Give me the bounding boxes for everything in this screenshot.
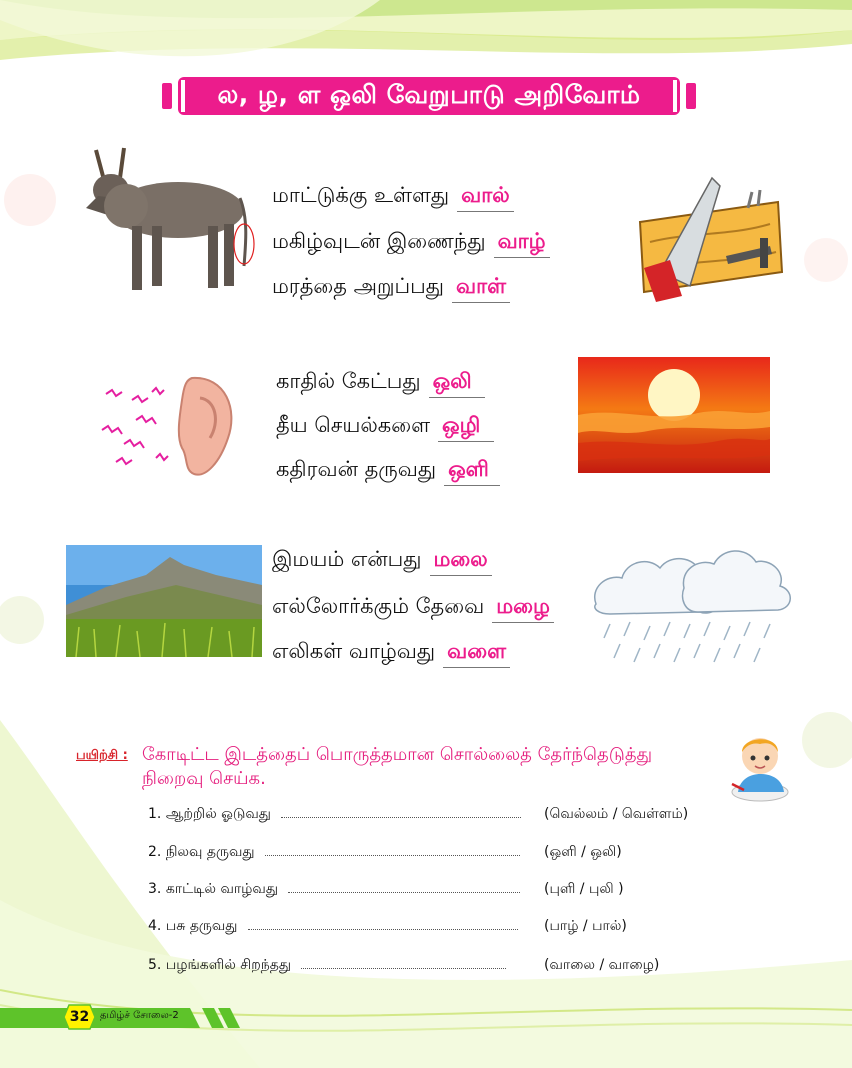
- sentence-text: காதில் கேட்பது: [276, 369, 421, 393]
- question-number: 2.: [148, 844, 162, 860]
- sentence-line: [276, 457, 500, 486]
- question-text: ஆற்றில் ஓடுவது: [165, 806, 271, 822]
- answer-blank[interactable]: [248, 919, 518, 930]
- question-options: (புளி / புலி ): [544, 881, 624, 897]
- sentence-line: [272, 183, 514, 212]
- answer-word: வாழ்: [494, 229, 550, 258]
- sentence-line: [276, 369, 485, 398]
- sentence-text: தீய செயல்களை: [276, 413, 431, 437]
- exercise-label: பயிற்சி :: [76, 748, 128, 763]
- question-number: 3.: [148, 881, 162, 897]
- question-number: 5.: [148, 957, 162, 973]
- answer-word: வால்: [457, 183, 514, 212]
- question-number: 4.: [148, 918, 162, 934]
- page-number: 32: [69, 1009, 90, 1025]
- sentence-line: [272, 639, 510, 668]
- question-options: (ஒளி / ஒலி): [544, 844, 622, 860]
- question-text: நிலவு தருவது: [165, 844, 255, 860]
- question-options: (பாழ் / பால்): [544, 918, 627, 934]
- question-text: பசு தருவது: [165, 918, 238, 934]
- sunset-image: [578, 357, 770, 473]
- rain-cloud-image: [590, 528, 798, 674]
- sentence-text: கதிரவன் தருவது: [276, 457, 437, 481]
- sentence-line: [276, 413, 494, 442]
- sentence-text: இமயம் என்பது: [272, 547, 422, 571]
- question-text: பழங்களில் சிறந்தது: [165, 957, 291, 973]
- exercise-question: [148, 957, 506, 975]
- sentence-line: [272, 547, 492, 576]
- sentence-text: மகிழ்வுடன் இணைந்து: [272, 229, 486, 253]
- answer-word: மலை: [430, 547, 492, 576]
- sentence-line: [272, 274, 510, 303]
- sentence-text: மாட்டுக்கு உள்ளது: [272, 183, 450, 207]
- answer-blank[interactable]: [265, 845, 520, 856]
- answer-word: வளை: [443, 639, 510, 668]
- exercise-instruction: கோடிட்ட இடத்தைப் பொருத்தமான சொல்லைத் தேர்ந்தெடுத்து நிறைவு செய்க.: [142, 744, 653, 789]
- answer-word: ஒலி: [429, 369, 485, 398]
- question-number: 1.: [148, 806, 162, 822]
- answer-word: மழை: [492, 594, 554, 623]
- exercise-question: [148, 881, 520, 899]
- child-writing-image: [730, 730, 792, 802]
- answer-word: ஒழி: [438, 413, 494, 442]
- mountain-image: [66, 545, 262, 657]
- answer-blank[interactable]: [281, 807, 521, 818]
- sentence-text: மரத்தை அறுப்பது: [272, 274, 445, 298]
- sentence-line: [272, 594, 554, 623]
- answer-word: வாள்: [452, 274, 510, 303]
- question-options: (வாலை / வாழை): [544, 957, 660, 973]
- saw-image: [630, 172, 788, 304]
- sentence-line: [272, 229, 550, 258]
- bull-image: [66, 138, 256, 298]
- sentence-text: எல்லோர்க்கும் தேவை: [272, 594, 485, 618]
- ear-image: [96, 370, 242, 482]
- question-text: காட்டில் வாழ்வது: [165, 881, 278, 897]
- exercise-question: [148, 844, 520, 862]
- exercise-question: [148, 806, 521, 824]
- question-options: (வெல்லம் / வெள்ளம்): [544, 806, 689, 822]
- book-title: தமிழ்ச் சோலை-2: [100, 1010, 179, 1021]
- answer-word: ஒளி: [444, 457, 500, 486]
- answer-blank[interactable]: [301, 958, 506, 969]
- sentence-text: எலிகள் வாழ்வது: [272, 639, 436, 663]
- exercise-question: [148, 918, 518, 936]
- answer-blank[interactable]: [288, 882, 520, 893]
- page-title: ல, ழ, ள ஒலி வேறுபாடு அறிவோம்: [217, 79, 641, 109]
